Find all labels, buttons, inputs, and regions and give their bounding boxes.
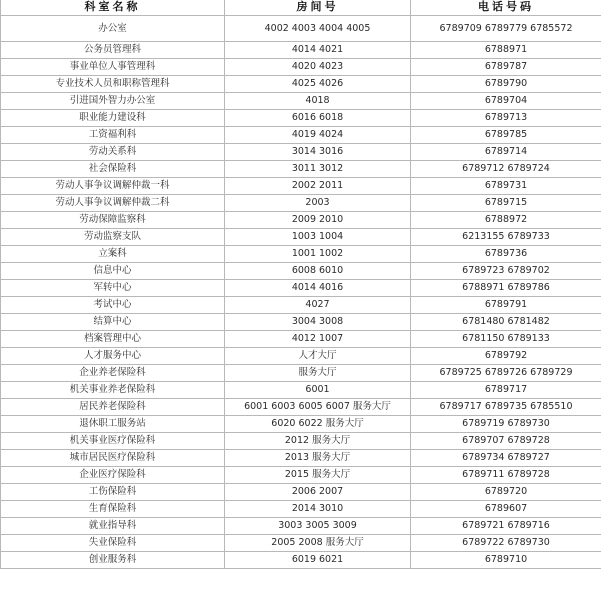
table-row bbox=[1, 59, 601, 76]
cell-phone-number: 6789792 bbox=[411, 348, 601, 365]
cell-phone-number: 6789787 bbox=[411, 59, 601, 76]
table-row bbox=[1, 16, 601, 42]
cell-department-name: 考试中心 bbox=[1, 297, 225, 314]
header-phone-number: 电话号码 bbox=[411, 0, 601, 16]
table-row bbox=[1, 76, 601, 93]
table-row bbox=[1, 229, 601, 246]
cell-phone-number: 6789723 6789702 bbox=[411, 263, 601, 280]
table-row bbox=[1, 127, 601, 144]
cell-phone-number: 6789714 bbox=[411, 144, 601, 161]
cell-room-number: 4012 1007 bbox=[225, 331, 411, 348]
cell-room-number: 4018 bbox=[225, 93, 411, 110]
cell-phone-number: 6788971 bbox=[411, 42, 601, 59]
cell-room-number: 2003 bbox=[225, 195, 411, 212]
table-row bbox=[1, 518, 601, 535]
cell-room-number: 4014 4016 bbox=[225, 280, 411, 297]
cell-department-name: 社会保险科 bbox=[1, 161, 225, 178]
cell-department-name: 职业能力建设科 bbox=[1, 110, 225, 127]
table-row bbox=[1, 144, 601, 161]
cell-phone-number: 6789790 bbox=[411, 76, 601, 93]
cell-department-name: 事业单位人事管理科 bbox=[1, 59, 225, 76]
table-row bbox=[1, 433, 601, 450]
cell-room-number: 1001 1002 bbox=[225, 246, 411, 263]
cell-room-number: 2002 2011 bbox=[225, 178, 411, 195]
cell-department-name: 引进国外智力办公室 bbox=[1, 93, 225, 110]
cell-phone-number: 6781480 6781482 bbox=[411, 314, 601, 331]
cell-room-number: 6008 6010 bbox=[225, 263, 411, 280]
cell-phone-number: 6789704 bbox=[411, 93, 601, 110]
table-row bbox=[1, 246, 601, 263]
cell-phone-number: 6789710 bbox=[411, 552, 601, 569]
cell-department-name: 企业养老保险科 bbox=[1, 365, 225, 382]
cell-room-number: 4014 4021 bbox=[225, 42, 411, 59]
cell-room-number: 6020 6022 服务大厅 bbox=[225, 416, 411, 433]
table-row bbox=[1, 93, 601, 110]
cell-department-name: 结算中心 bbox=[1, 314, 225, 331]
cell-phone-number: 6789707 6789728 bbox=[411, 433, 601, 450]
table-row bbox=[1, 331, 601, 348]
table-row bbox=[1, 467, 601, 484]
cell-phone-number: 6213155 6789733 bbox=[411, 229, 601, 246]
cell-department-name: 退休职工服务站 bbox=[1, 416, 225, 433]
cell-department-name: 机关事业医疗保险科 bbox=[1, 433, 225, 450]
cell-room-number: 2013 服务大厅 bbox=[225, 450, 411, 467]
cell-department-name: 专业技术人员和职称管理科 bbox=[1, 76, 225, 93]
header-department-name: 科室名称 bbox=[1, 0, 225, 16]
table-row bbox=[1, 178, 601, 195]
cell-phone-number: 6788971 6789786 bbox=[411, 280, 601, 297]
cell-department-name: 劳动人事争议调解仲裁二科 bbox=[1, 195, 225, 212]
table-row bbox=[1, 416, 601, 433]
cell-room-number: 3014 3016 bbox=[225, 144, 411, 161]
cell-department-name: 就业指导科 bbox=[1, 518, 225, 535]
cell-room-number: 2006 2007 bbox=[225, 484, 411, 501]
table-row bbox=[1, 212, 601, 229]
cell-room-number: 3004 3008 bbox=[225, 314, 411, 331]
cell-phone-number: 6789715 bbox=[411, 195, 601, 212]
cell-room-number: 2009 2010 bbox=[225, 212, 411, 229]
header-row bbox=[1, 0, 601, 16]
cell-phone-number: 6789791 bbox=[411, 297, 601, 314]
cell-phone-number: 6789717 bbox=[411, 382, 601, 399]
table-row bbox=[1, 450, 601, 467]
table-row bbox=[1, 552, 601, 569]
cell-department-name: 劳动保障监察科 bbox=[1, 212, 225, 229]
cell-department-name: 公务员管理科 bbox=[1, 42, 225, 59]
table-row bbox=[1, 42, 601, 59]
directory-body bbox=[1, 16, 601, 569]
cell-department-name: 立案科 bbox=[1, 246, 225, 263]
cell-phone-number: 6789725 6789726 6789729 bbox=[411, 365, 601, 382]
cell-phone-number: 6789712 6789724 bbox=[411, 161, 601, 178]
cell-phone-number: 6789721 6789716 bbox=[411, 518, 601, 535]
table-row bbox=[1, 535, 601, 552]
cell-phone-number: 6789719 6789730 bbox=[411, 416, 601, 433]
cell-department-name: 劳动人事争议调解仲裁一科 bbox=[1, 178, 225, 195]
cell-room-number: 4002 4003 4004 4005 bbox=[225, 16, 411, 42]
cell-department-name: 生育保险科 bbox=[1, 501, 225, 518]
cell-room-number: 4027 bbox=[225, 297, 411, 314]
table-row bbox=[1, 280, 601, 297]
table-row bbox=[1, 314, 601, 331]
cell-department-name: 劳动监察支队 bbox=[1, 229, 225, 246]
table-row bbox=[1, 263, 601, 280]
cell-room-number: 服务大厅 bbox=[225, 365, 411, 382]
cell-department-name: 办公室 bbox=[1, 16, 225, 42]
table-row bbox=[1, 399, 601, 416]
table-row bbox=[1, 348, 601, 365]
cell-phone-number: 6789709 6789779 6785572 bbox=[411, 16, 601, 42]
cell-room-number: 4019 4024 bbox=[225, 127, 411, 144]
cell-room-number: 4020 4023 bbox=[225, 59, 411, 76]
cell-department-name: 创业服务科 bbox=[1, 552, 225, 569]
cell-department-name: 劳动关系科 bbox=[1, 144, 225, 161]
cell-room-number: 人才大厅 bbox=[225, 348, 411, 365]
cell-department-name: 企业医疗保险科 bbox=[1, 467, 225, 484]
cell-phone-number: 6781150 6789133 bbox=[411, 331, 601, 348]
cell-phone-number: 6789731 bbox=[411, 178, 601, 195]
cell-room-number: 2014 3010 bbox=[225, 501, 411, 518]
table-row bbox=[1, 161, 601, 178]
cell-phone-number: 6788972 bbox=[411, 212, 601, 229]
cell-phone-number: 6789711 6789728 bbox=[411, 467, 601, 484]
cell-room-number: 2015 服务大厅 bbox=[225, 467, 411, 484]
cell-room-number: 6019 6021 bbox=[225, 552, 411, 569]
cell-department-name: 失业保险科 bbox=[1, 535, 225, 552]
cell-room-number: 3011 3012 bbox=[225, 161, 411, 178]
cell-room-number: 6001 6003 6005 6007 服务大厅 bbox=[225, 399, 411, 416]
cell-department-name: 机关事业养老保险科 bbox=[1, 382, 225, 399]
cell-department-name: 工资福利科 bbox=[1, 127, 225, 144]
cell-department-name: 信息中心 bbox=[1, 263, 225, 280]
cell-phone-number: 6789607 bbox=[411, 501, 601, 518]
cell-department-name: 人才服务中心 bbox=[1, 348, 225, 365]
cell-room-number: 1003 1004 bbox=[225, 229, 411, 246]
cell-phone-number: 6789736 bbox=[411, 246, 601, 263]
table-row bbox=[1, 195, 601, 212]
cell-department-name: 工伤保险科 bbox=[1, 484, 225, 501]
cell-phone-number: 6789717 6789735 6785510 bbox=[411, 399, 601, 416]
cell-room-number: 6001 bbox=[225, 382, 411, 399]
cell-room-number: 6016 6018 bbox=[225, 110, 411, 127]
table-row bbox=[1, 484, 601, 501]
cell-phone-number: 6789734 6789727 bbox=[411, 450, 601, 467]
cell-phone-number: 6789722 6789730 bbox=[411, 535, 601, 552]
cell-room-number: 3003 3005 3009 bbox=[225, 518, 411, 535]
cell-department-name: 居民养老保险科 bbox=[1, 399, 225, 416]
table-row bbox=[1, 365, 601, 382]
cell-department-name: 城市居民医疗保险科 bbox=[1, 450, 225, 467]
cell-department-name: 档案管理中心 bbox=[1, 331, 225, 348]
cell-room-number: 2005 2008 服务大厅 bbox=[225, 535, 411, 552]
cell-phone-number: 6789713 bbox=[411, 110, 601, 127]
cell-department-name: 军转中心 bbox=[1, 280, 225, 297]
table-row bbox=[1, 382, 601, 399]
table-row bbox=[1, 501, 601, 518]
cell-room-number: 2012 服务大厅 bbox=[225, 433, 411, 450]
header-room-number: 房间号 bbox=[225, 0, 411, 16]
cell-phone-number: 6789720 bbox=[411, 484, 601, 501]
table-row bbox=[1, 110, 601, 127]
table-row bbox=[1, 297, 601, 314]
cell-phone-number: 6789785 bbox=[411, 127, 601, 144]
cell-room-number: 4025 4026 bbox=[225, 76, 411, 93]
